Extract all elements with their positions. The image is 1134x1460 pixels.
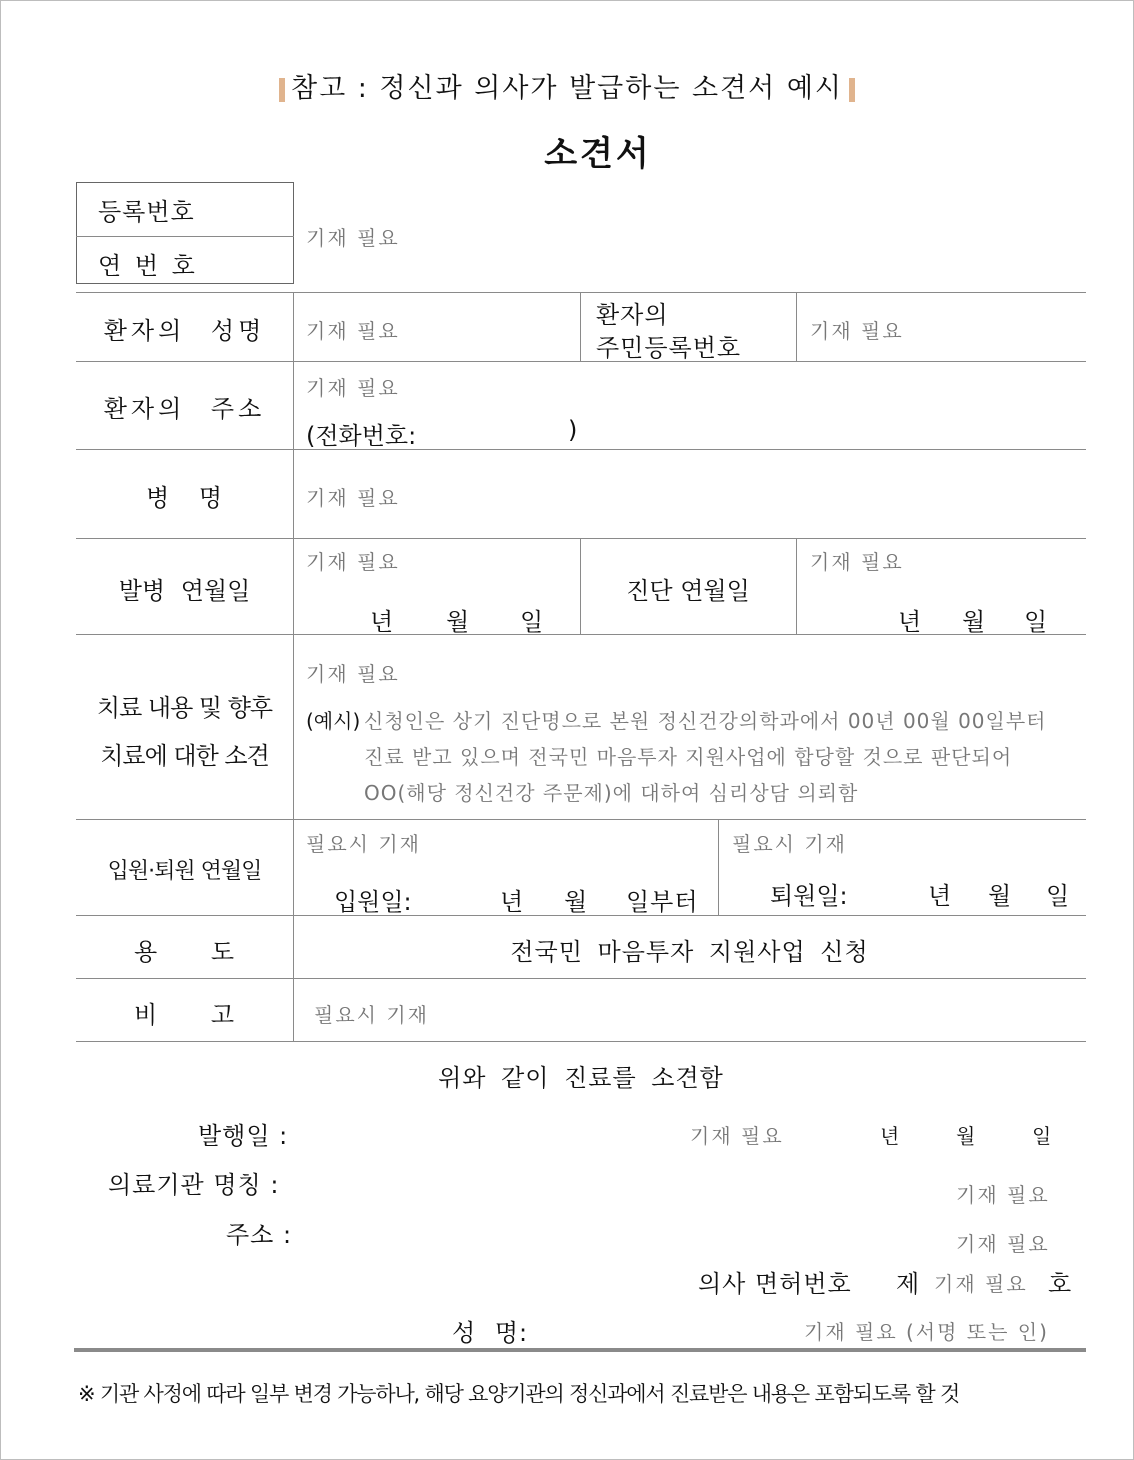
discharge-label: 퇴원일: (770, 882, 848, 910)
onset-year[interactable]: 년 (370, 608, 395, 636)
name-label: 성 명: (452, 1319, 529, 1347)
example-line-1[interactable]: 신청인은 상기 진단명으로 본원 정신건강의학과에서 00년 00월 00일부터 (364, 709, 1047, 733)
table-line (76, 361, 1086, 362)
table-col-line (718, 819, 719, 915)
onset-month[interactable]: 월 (446, 608, 471, 636)
patient-name-label: 환자의 성명 (103, 317, 266, 345)
patient-address-value[interactable]: 기재 필요 (306, 376, 400, 400)
discharge-month[interactable]: 월 (988, 882, 1013, 910)
statement: 위와 같이 진료를 소견함 (438, 1064, 724, 1092)
treatment-hint: 기재 필요 (306, 662, 400, 686)
phone-close: ) (568, 416, 579, 444)
table-col-line (796, 538, 797, 634)
table-line (76, 1041, 1086, 1042)
admission-year[interactable]: 년 (500, 888, 525, 916)
table-line (76, 634, 1086, 635)
onset-date-hint: 기재 필요 (306, 550, 400, 574)
diagnosis-month[interactable]: 월 (962, 608, 987, 636)
discharge-day[interactable]: 일 (1046, 882, 1071, 910)
issue-day[interactable]: 일 (1032, 1124, 1052, 1148)
disease-name-value[interactable]: 기재 필요 (306, 486, 400, 510)
table-line (76, 292, 1086, 293)
remarks-label: 비 고 (134, 1001, 235, 1029)
table-line (76, 449, 1086, 450)
patient-name-value[interactable]: 기재 필요 (306, 319, 400, 343)
treatment-label-1: 치료 내용 및 향후 (96, 694, 273, 722)
address-value[interactable]: 기재 필요 (956, 1232, 1050, 1256)
phone-label[interactable]: (전화번호: (306, 422, 417, 450)
table-line (76, 819, 1086, 820)
example-line-2[interactable]: 진료 받고 있으며 전국민 마음투자 지원사업에 합당할 것으로 판단되어 (364, 745, 1013, 769)
patient-address-label: 환자의 주소 (103, 395, 266, 423)
license-number-value[interactable]: 기재 필요 (934, 1272, 1028, 1296)
heading-bar-left (279, 78, 285, 102)
diagnosis-date-hint: 기재 필요 (810, 550, 904, 574)
institution-name-value[interactable]: 기재 필요 (956, 1183, 1050, 1207)
purpose-label: 용 도 (134, 938, 235, 966)
diagnosis-date-label: 진단 연월일 (626, 577, 750, 605)
discharge-year[interactable]: 년 (928, 882, 953, 910)
document-title: 소견서 (544, 134, 652, 174)
table-line (76, 978, 1086, 979)
footer-thick-line (74, 1348, 1086, 1352)
registration-value[interactable]: 기재 필요 (306, 226, 400, 250)
issue-year[interactable]: 년 (880, 1124, 900, 1148)
license-ho: 호 (1048, 1270, 1073, 1298)
patient-id-label-2: 주민등록번호 (596, 334, 742, 362)
license-je: 제 (896, 1270, 921, 1298)
issue-date-hint: 기재 필요 (690, 1124, 784, 1148)
footer-note: ※ 기관 사정에 따라 일부 변경 가능하나, 해당 요양기관의 정신과에서 진료받은 내용은 포함되도록 할 것 (78, 1382, 960, 1406)
diagnosis-year[interactable]: 년 (898, 608, 923, 636)
reference-title: 참고 : 정신과 의사가 발급하는 소견서 예시 (291, 73, 843, 104)
issue-month[interactable]: 월 (956, 1124, 976, 1148)
discharge-hint: 필요시 기재 (732, 832, 847, 856)
heading-bar-right (849, 78, 855, 102)
patient-id-value[interactable]: 기재 필요 (810, 319, 904, 343)
signature-value[interactable]: 기재 필요 (서명 또는 인) (804, 1320, 1049, 1344)
purpose-value: 전국민 마음투자 지원사업 신청 (510, 938, 869, 966)
admission-hint: 필요시 기재 (306, 832, 421, 856)
issue-date-label: 발행일 : (198, 1122, 289, 1150)
admission-day[interactable]: 일부터 (626, 888, 699, 916)
treatment-label-2: 치료에 대한 소견 (100, 742, 269, 770)
admission-month[interactable]: 월 (564, 888, 589, 916)
example-line-3[interactable]: OO(해당 정신건강 주문제)에 대하여 심리상담 의뢰함 (364, 781, 859, 805)
reference-heading (0, 66, 1134, 105)
institution-name-label: 의료기관 명칭 : (108, 1171, 280, 1199)
patient-id-label-1: 환자의 (596, 301, 669, 329)
license-prefix: 의사 면허번호 (698, 1270, 852, 1298)
table-line (76, 538, 1086, 539)
remarks-value[interactable]: 필요시 기재 (314, 1003, 429, 1027)
admission-label: 입원일: (334, 888, 412, 916)
table-col-line (796, 292, 797, 361)
onset-date-label: 발병 연월일 (118, 577, 251, 605)
serial-number-label: 연 번 호 (98, 252, 196, 280)
table-col-line (580, 292, 581, 361)
onset-day[interactable]: 일 (520, 608, 545, 636)
disease-name-label: 병 명 (146, 484, 223, 512)
example-tag: (예시) (306, 709, 361, 733)
admission-discharge-label: 입원·퇴원 연월일 (107, 859, 262, 884)
registration-number-label: 등록번호 (98, 198, 195, 226)
address-label: 주소 : (226, 1221, 293, 1249)
registration-divider (76, 236, 294, 237)
diagnosis-day[interactable]: 일 (1024, 608, 1049, 636)
table-col-line (293, 292, 294, 1042)
